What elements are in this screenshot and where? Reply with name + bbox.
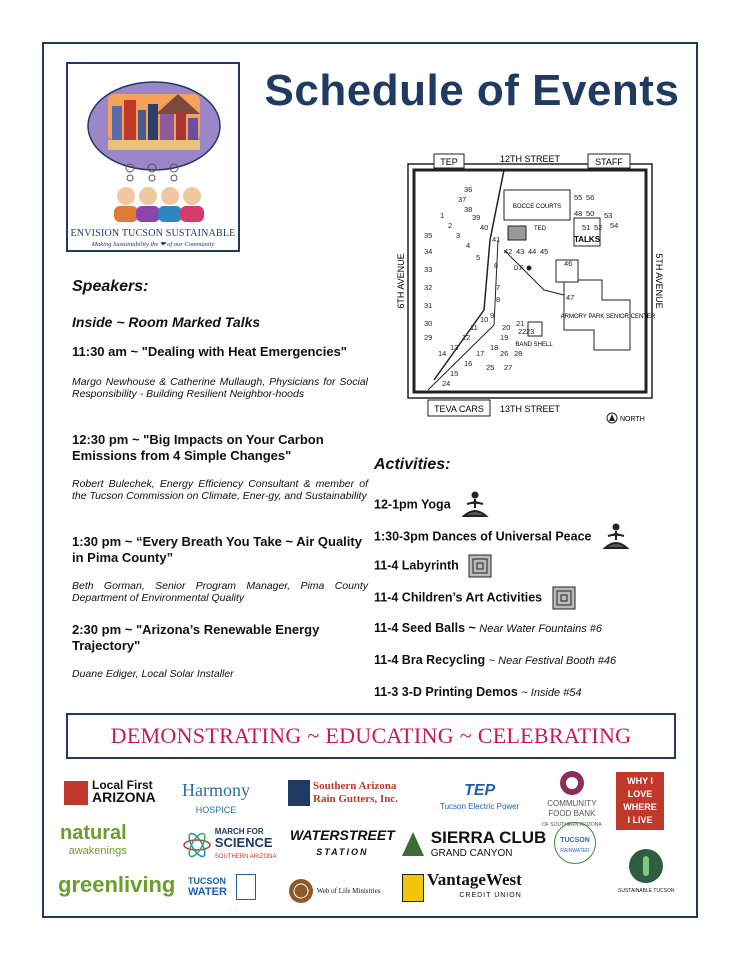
map-booth-number: 18 <box>490 343 499 352</box>
activity-item: 12-1pm Yoga <box>374 490 490 520</box>
map-booth-number: 52 <box>594 223 603 232</box>
map-booth-number: 23 <box>526 327 535 336</box>
activity-item: 11-4 Children’s Art Activities <box>374 586 576 610</box>
map-north: NORTH <box>620 416 645 423</box>
map-booth-number: 41 <box>492 235 501 244</box>
map-booth-number: 47 <box>566 293 575 302</box>
map-booth-number: 22 <box>518 327 527 336</box>
tagline-banner: DEMONSTRATING ~ EDUCATING ~ CELEBRATING <box>66 713 676 759</box>
map-booth-number: 13 <box>450 343 459 352</box>
map-booth-number: 12 <box>462 333 471 342</box>
map-booth-number: 56 <box>586 193 595 202</box>
map-booth-number: 33 <box>424 265 433 274</box>
map-booth-number: 21 <box>516 319 525 328</box>
sponsor-march-for-science: MARCH FOR SCIENCE SOUTHERN ARIZONA <box>182 826 276 863</box>
talk-title: 1:30 pm ~ “Every Breath You Take ~ Air Quality in Pima County” <box>72 534 362 565</box>
labyrinth-icon <box>552 586 576 610</box>
map-booth-number: 26 <box>500 349 509 358</box>
map-band-shell: BAND SHELL <box>515 342 553 348</box>
map-booth-number: 44 <box>528 247 537 256</box>
food-bank-icon <box>559 770 585 796</box>
map-booth-number: 3 <box>456 231 461 240</box>
map-booth-number: 53 <box>604 211 613 220</box>
map-booth-number: 51 <box>582 223 591 232</box>
map-talks: TALKS <box>573 235 601 244</box>
map-bocce: BOCCE COURTS <box>512 204 562 210</box>
sponsor-sustainable-tucson: SUSTAINABLE TUCSON <box>618 848 675 895</box>
map-booth-number: 46 <box>564 259 573 268</box>
activity-item: 11-3 3-D Printing Demos ~ Inside #54 <box>374 685 582 699</box>
map-booth-number: 55 <box>574 193 583 202</box>
web-of-life-icon <box>288 878 314 904</box>
talk-title: 11:30 am ~ "Dealing with Heat Emergencies" <box>72 344 347 359</box>
sponsor-sierra-club: SIERRA CLUB GRAND CANYON <box>398 830 546 860</box>
sponsor-tucson-water: TUCSON WATER <box>188 874 256 900</box>
activities-heading: Activities: <box>374 456 451 473</box>
sponsor-waterstreet: WATERSTREET STATION <box>290 827 395 857</box>
map-booth-number: 19 <box>500 333 509 342</box>
map-booth-number: 54 <box>610 221 619 230</box>
map-booth-number: 10 <box>480 315 489 324</box>
talk-speaker: Beth Gorman, Senior Program Manager, Pima County Department of Environmental Quality <box>72 580 368 604</box>
yoga-icon <box>601 522 631 552</box>
map-booth-number: 31 <box>424 301 433 310</box>
envision-tucson-logo <box>66 62 240 252</box>
sponsor-tep: TEP Tucson Electric Power <box>440 782 520 811</box>
map-booth-number: 37 <box>458 195 467 204</box>
map-booth-number: 25 <box>486 363 495 372</box>
map-street-right: 5TH AVENUE <box>654 253 664 309</box>
map-booth-number: 28 <box>514 349 523 358</box>
logo-tagline: Making Sustainability the ❤ of our Community <box>91 241 215 248</box>
map-booth-number: 43 <box>516 247 525 256</box>
map-booth-number: 39 <box>472 213 481 222</box>
activity-item: 1:30-3pm Dances of Universal Peace <box>374 522 631 552</box>
tree-icon <box>398 830 428 860</box>
atom-icon <box>182 830 212 860</box>
map-booth-number: 30 <box>424 319 433 328</box>
talk-title: 12:30 pm ~ "Big Impacts on Your Carbon Emissions from 4 Simple Changes" <box>72 432 324 463</box>
map-booth-number: 16 <box>464 359 473 368</box>
map-booth-number: 9 <box>490 311 495 320</box>
logo-title: ENVISION TUCSON SUSTAINABLE <box>70 228 236 239</box>
map-booth-number: 7 <box>496 283 501 292</box>
map-booth-number: 40 <box>480 223 489 232</box>
speakers-location: Inside ~ Room Marked Talks <box>72 314 261 330</box>
activity-item: 11-4 Bra Recycling ~ Near Festival Booth #46 <box>374 653 617 667</box>
talk-speaker: Duane Ediger, Local Solar Installer <box>72 668 234 680</box>
sponsor-food-bank: COMMUNITY FOOD BANK OF SOUTHERN ARIZONA <box>542 770 602 830</box>
map-booth-number: 27 <box>504 363 513 372</box>
sponsor-local-first: Local First ARIZONA <box>64 780 156 805</box>
sponsor-tucson-rainwater: TUCSON RAINWATER <box>554 822 596 864</box>
labyrinth-icon <box>468 554 492 578</box>
map-teva-label: TEVA CARS <box>434 404 484 414</box>
sponsor-vantage-west: VantageWest CREDIT UNION <box>402 874 522 902</box>
map-booth-number: 38 <box>464 205 473 214</box>
map-booth-number: 11 <box>470 323 478 332</box>
activity-item: 11-4 Seed Balls ~ Near Water Fountains #6 <box>374 621 602 635</box>
map-armory: ARMORY PARK SENIOR CENTER <box>560 314 656 320</box>
map-booth-number: 45 <box>540 247 549 256</box>
sponsor-why-i-love: WHY I LOVE WHERE I LIVE <box>616 772 664 830</box>
sustainable-tucson-icon <box>628 848 664 884</box>
map-booth-number: 36 <box>464 185 473 194</box>
map-booth-number: 42 <box>504 247 513 256</box>
page-title: Schedule of Events <box>264 66 680 115</box>
talk-title: 2:30 pm ~ "Arizona’s Renewable Energy Trajectory" <box>72 622 320 653</box>
map-booth-number: 50 <box>586 209 595 218</box>
map-booth-number: 29 <box>424 333 433 342</box>
map-street-left: 6TH AVENUE <box>396 253 406 309</box>
map-booth-number: 34 <box>424 247 433 256</box>
map-tep-label: TEP <box>440 157 458 167</box>
map-booth-number: 20 <box>502 323 511 332</box>
talk-speaker: Robert Bulechek, Energy Efficiency Consultant & member of the Tucson Commission on Climate, Ener-gy, and Sustainability <box>72 478 368 502</box>
map-booth-number: 8 <box>496 295 501 304</box>
map-booth-number: 15 <box>450 369 459 378</box>
map-staff-label: STAFF <box>595 157 623 167</box>
sponsor-harmony-hospice: Harmony HOSPICE <box>182 780 250 815</box>
sponsor-natural-awakenings: natural awakenings <box>60 822 127 857</box>
map-booth-number: 35 <box>424 231 433 240</box>
map-booth-number: 24 <box>442 379 451 388</box>
map-booth-number: 2 <box>448 221 453 230</box>
activity-item: 11-4 Labyrinth <box>374 554 492 578</box>
sponsor-green-living: greenliving <box>58 872 176 897</box>
map-booth-number: 32 <box>424 283 433 292</box>
map-booth-number: 48 <box>574 209 583 218</box>
map-booth-number: 17 <box>476 349 485 358</box>
map-booth-number: 6 <box>494 261 499 270</box>
map-df: D.F. <box>514 266 525 272</box>
map-ted: TED <box>534 226 546 232</box>
talk-speaker: Margo Newhouse & Catherine Mullaugh, Physicians for Social Responsibility - Building Resilient Neighbor-hoods <box>72 376 368 400</box>
map-booth-number: 14 <box>438 349 447 358</box>
map-street-bottom: 13TH STREET <box>499 404 561 414</box>
sponsor-web-of-life: Web of Life Ministries <box>288 878 381 904</box>
speakers-heading: Speakers: <box>72 278 149 295</box>
map-booth-number: 1 <box>440 211 445 220</box>
map-booth-number: 4 <box>466 241 471 250</box>
map-booth-number: 5 <box>476 253 481 262</box>
festival-map <box>394 150 666 430</box>
yoga-icon <box>460 490 490 520</box>
sponsor-rain-gutters: Southern Arizona Rain Gutters, Inc. <box>288 780 398 806</box>
map-street-top: 12TH STREET <box>499 154 561 164</box>
